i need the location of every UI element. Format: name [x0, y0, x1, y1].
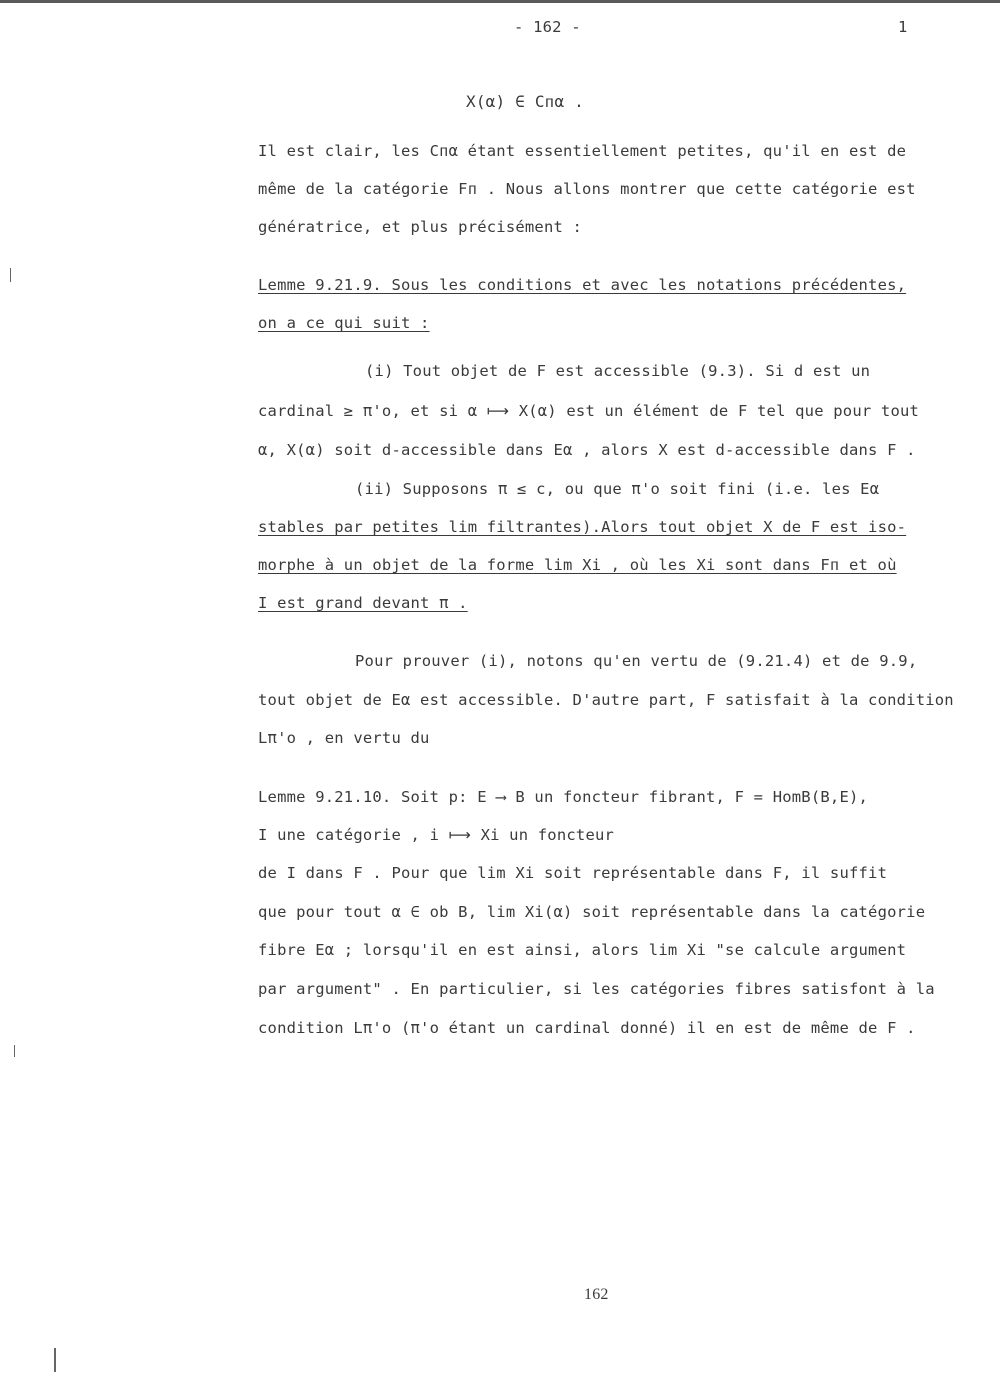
- page-number: 162: [584, 1286, 609, 1303]
- scan-mark: [10, 268, 11, 282]
- page-mark: - 162 -: [514, 18, 581, 36]
- text-line: Il est clair, les Cᴨα étant essentiellement petites, qu'il en est de: [258, 142, 907, 160]
- text-line: même de la catégorie Fᴨ . Nous allons montrer que cette catégorie est: [258, 180, 916, 198]
- text-line: par argument" . En particulier, si les catégories fibres satisfont à la: [258, 980, 935, 998]
- text-line: I est grand devant π .: [258, 594, 468, 612]
- text-line: morphe à un objet de la forme lim Xi , où les Xi sont dans Fᴨ et où: [258, 556, 897, 574]
- text-line: α, X(α) soit d-accessible dans Eα , alors X est d-accessible dans F .: [258, 441, 916, 459]
- top-edge-line: [0, 0, 1000, 3]
- text-line: cardinal ≥ π'o, et si α ⟼ X(α) est un élément de F tel que pour tout: [258, 402, 920, 420]
- text-line: stables par petites lim filtrantes).Alors tout objet X de F est iso-: [258, 518, 907, 536]
- text-line: que pour tout α ∈ ob B, lim Xi(α) soit représentable dans la catégorie: [258, 903, 926, 921]
- text-line: condition Lπ'o (π'o étant un cardinal donné) il en est de même de F .: [258, 1019, 916, 1037]
- text-line: fibre Eα ; lorsqu'il en est ainsi, alors lim Xi "se calcule argument: [258, 941, 907, 959]
- text-line: I une catégorie , i ⟼ Xi un foncteur: [258, 826, 615, 844]
- lemma-heading: Lemme 9.21.9. Sous les conditions et avec les notations précédentes,: [258, 276, 907, 294]
- text-line: tout objet de Eα est accessible. D'autre part, F satisfait à la condition: [258, 691, 954, 709]
- text-line: génératrice, et plus précisément :: [258, 218, 583, 236]
- scan-mark: [14, 1045, 15, 1057]
- scan-mark: [54, 1348, 56, 1372]
- formula-line: X(α) ∈ Cᴨα .: [466, 92, 584, 111]
- text-line: de I dans F . Pour que lim Xi soit représentable dans F, il suffit: [258, 864, 888, 882]
- text-line: Pour prouver (i), notons qu'en vertu de (9.21.4) et de 9.9,: [355, 652, 918, 670]
- text-line: on a ce qui suit :: [258, 314, 430, 332]
- item-i: (i) Tout objet de F est accessible (9.3). Si d est un: [365, 362, 871, 380]
- item-ii: (ii) Supposons π ≤ c, ou que π'o soit fini (i.e. les Eα: [355, 480, 880, 498]
- text-line: Lπ'o , en vertu du: [258, 729, 430, 747]
- corner-mark: 1: [898, 18, 908, 36]
- lemma-heading: Lemme 9.21.10. Soit p: E ⟶ B un foncteur fibrant, F = HomB(B,E),: [258, 788, 869, 806]
